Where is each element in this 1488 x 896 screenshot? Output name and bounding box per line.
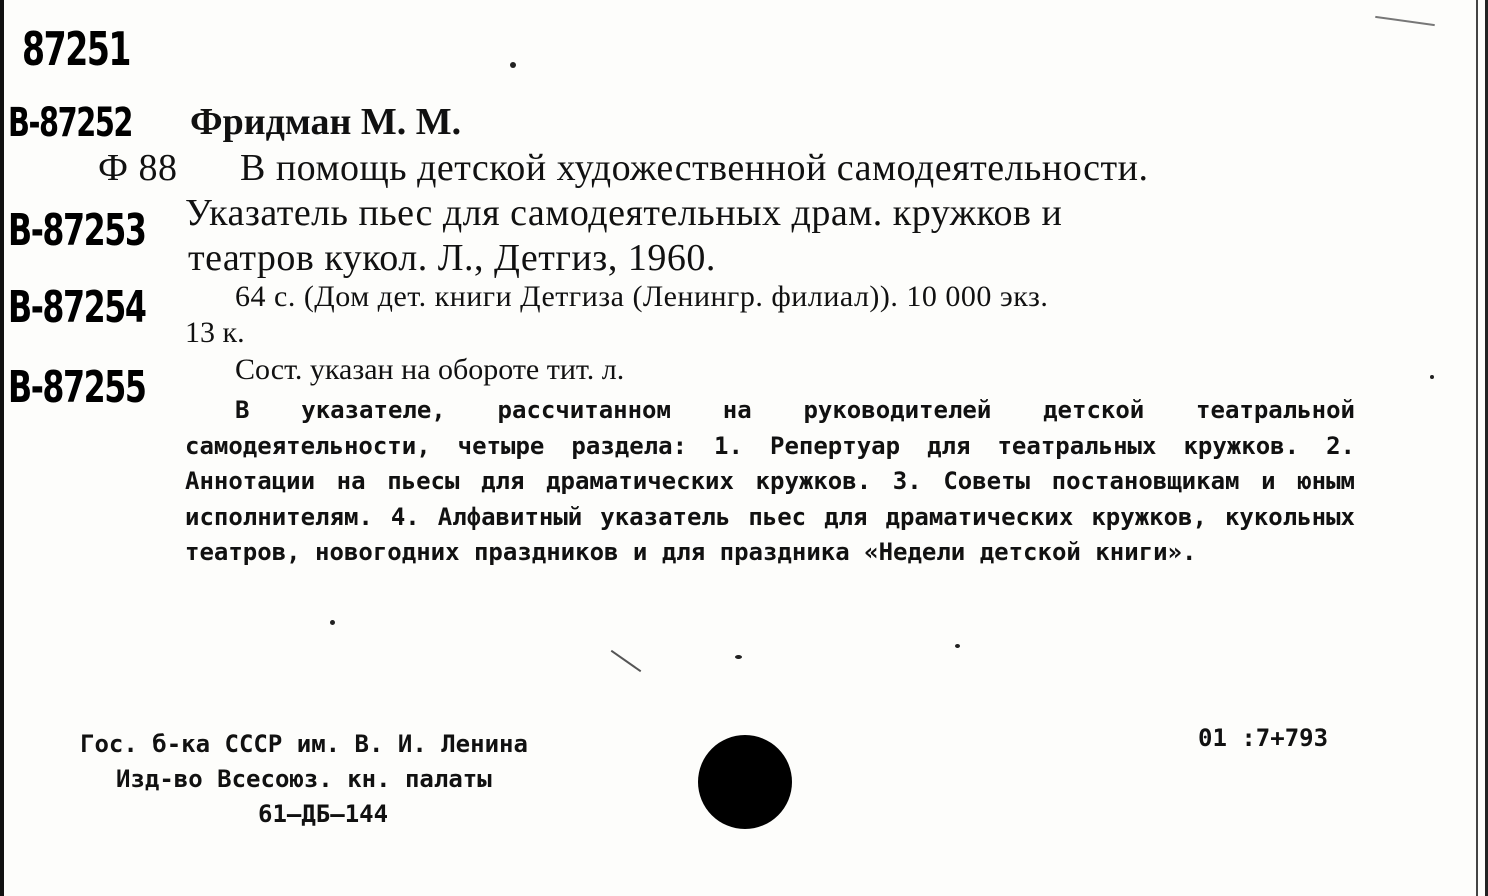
footer-classification: 01 :7+793 bbox=[1198, 724, 1329, 752]
call-number-1: 87251 bbox=[22, 22, 131, 76]
call-number-2: В-87252 bbox=[8, 100, 133, 146]
card-right-line bbox=[1476, 0, 1478, 896]
note-line: Сост. указан на обороте тит. л. bbox=[235, 353, 625, 386]
footer-publisher: Изд-во Всесоюз. кн. палаты bbox=[116, 765, 492, 793]
scan-speck bbox=[955, 644, 960, 648]
index-code: Ф 88 bbox=[98, 147, 178, 189]
scan-speck bbox=[1430, 375, 1434, 379]
call-number-5: В-87255 bbox=[8, 362, 146, 413]
annotation-block bbox=[185, 393, 1355, 571]
title-line-1: В помощь детской художественной самодеятельности. bbox=[240, 147, 1149, 189]
author-heading: Фридман М. М. bbox=[190, 101, 462, 143]
collation-line-1: 64 с. (Дом дет. книги Детгиза (Ленингр. филиал)). 10 000 экз. bbox=[235, 280, 1049, 313]
scan-speck bbox=[735, 655, 742, 659]
punch-hole bbox=[698, 735, 792, 829]
scan-scratch bbox=[1375, 16, 1435, 26]
scan-scratch bbox=[611, 650, 642, 672]
scan-speck bbox=[330, 620, 335, 625]
call-number-4: В-87254 bbox=[8, 282, 146, 333]
title-line-2: Указатель пьес для самодеятельных драм. кружков и bbox=[185, 192, 1063, 234]
card-left-edge bbox=[0, 0, 4, 896]
call-number-3: В-87253 bbox=[8, 205, 146, 256]
footer-library: Гос. б-ка СССР им. В. И. Ленина bbox=[80, 730, 528, 758]
collation-line-2: 13 к. bbox=[185, 316, 245, 349]
annotation-text: В указателе, рассчитанном на руководителей детской театральной самодеятельности, четыре раздела: 1. Репертуар для театральных кружков. 2. Аннотации на пьесы для драматических кружков. 3. Советы постановщикам и юным исполнителям. 4. Алфавитный указатель пьес для драматических кружков, кукольных театров, новогодних праздников и для праздника «Недели детской книги». bbox=[185, 396, 1355, 566]
title-line-3: театров кукол. Л., Детгиз, 1960. bbox=[188, 237, 716, 279]
scan-speck bbox=[510, 62, 516, 68]
footer-card-number: 61—ДБ—144 bbox=[258, 800, 389, 828]
